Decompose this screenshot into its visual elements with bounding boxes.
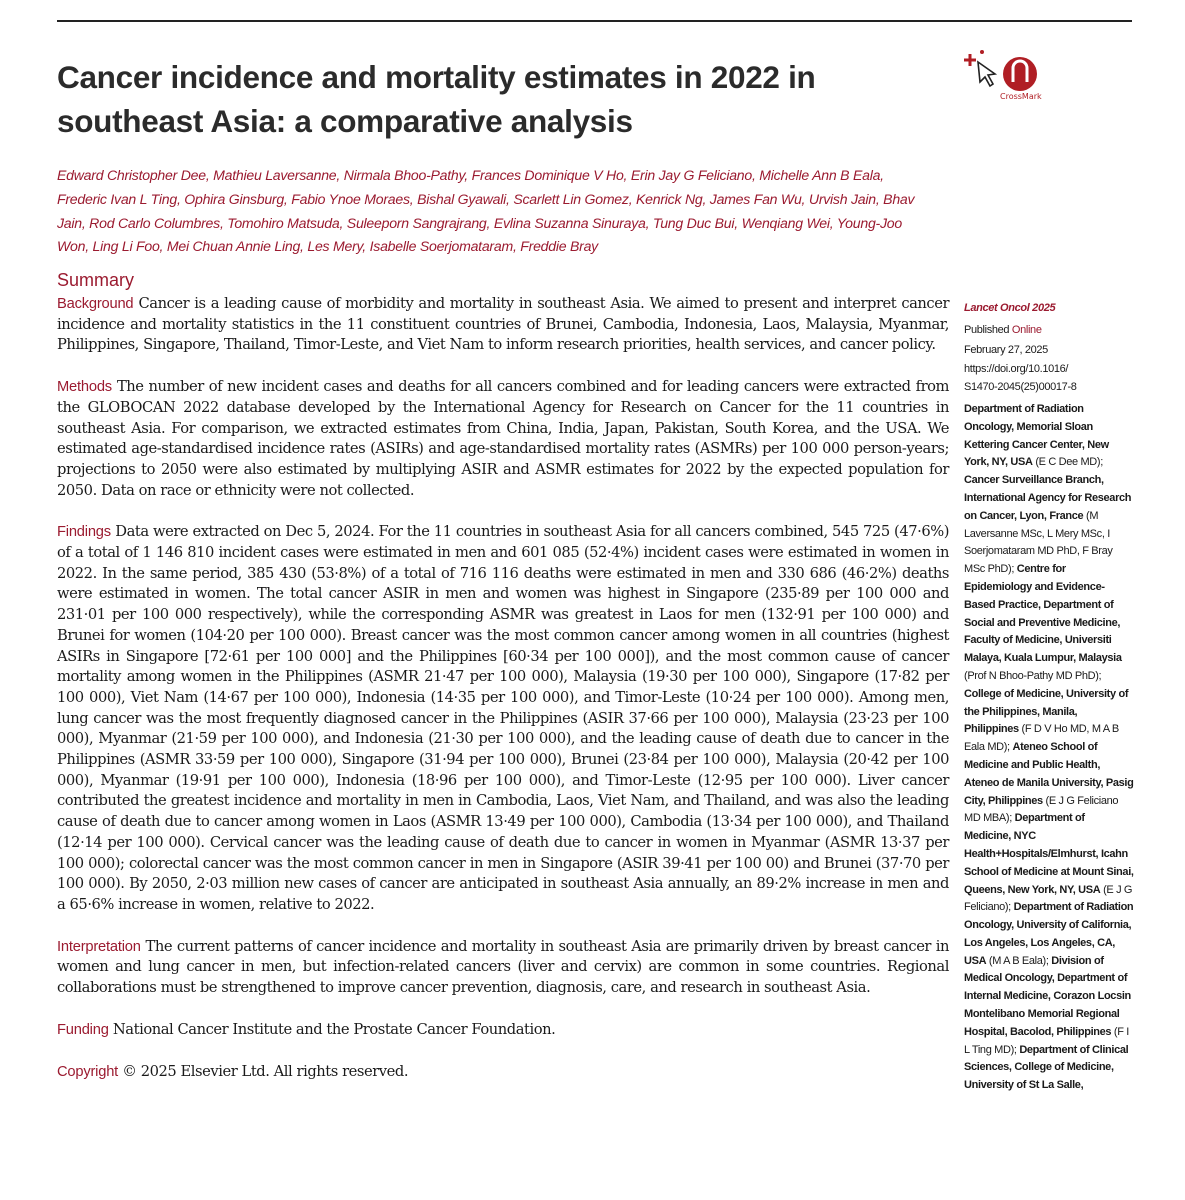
interpretation-label: Interpretation [57, 938, 141, 955]
copyright-text: © 2025 Elsevier Ltd. All rights reserved. [122, 1062, 409, 1080]
affiliation-name: Division of Medical Oncology, Department of Internal Medicine, Corazon Locsin Montelibano Memorial Regional Hospital, Bacolod, Philippines [964, 954, 1131, 1038]
methods-text: The number of new incident cases and deaths for all cancers combined and for leading cancers were extracted from the GLOBOCAN 2022 database developed by the International Agency for Research on Cancer for the 11 countries in southeast Asia. For comparison, we extracted estimates from China, India, Japan, Pakistan, South Korea, and the USA. We estimated age-standardised incidence rates (ASIRs) and age-standardised mortality rates (ASMRs) per 100 000 person-years; projections to 2050 were also estimated by multiplying ASIR and ASMR estimates for 2022 by the expected population for 2050. Data on race or ethnicity were not collected. [57, 378, 950, 499]
affiliation-people: (M Laversanne MSc, L Mery MSc, I Soerjomataram MD PhD, F Bray MSc PhD); [964, 509, 1113, 576]
funding-text: National Cancer Institute and the Prostate Cancer Foundation. [112, 1020, 556, 1038]
background-label: Background [57, 296, 134, 312]
published-online-label: Online [1011, 323, 1042, 336]
journal-citation: Lancet Oncol 2025 [964, 302, 1056, 314]
findings-label: Findings [57, 524, 111, 541]
affiliation-people: (F D V Ho MD, M A B Eala MD); [964, 723, 1119, 754]
top-rule [57, 20, 1132, 22]
affiliation-name: Department of Radiation Oncology, University of California, Los Angeles, Los Angeles, CA, USA [964, 901, 1134, 967]
crossmark-label[interactable]: CrossMark [1000, 92, 1042, 101]
published-online [964, 322, 1134, 340]
article-sidebar [964, 300, 1134, 1095]
affiliation-name: College of Medicine, University of the Philippines, Manila, Philippines [964, 687, 1129, 736]
affiliation-name: Centre for Epidemiology and Evidence-Based Practice, Department of Social and Preventive Medicine, Faculty of Medicine, Universiti Malaya, Kuala Lumpur, Malaysia [964, 563, 1122, 665]
copyright-label: Copyright [57, 1063, 119, 1080]
published-prefix: Published [964, 323, 1010, 336]
funding-section [57, 1020, 949, 1041]
affiliation-people: (E C Dee MD); [1035, 456, 1103, 469]
author-list: Edward Christopher Dee, Mathieu Laversanne, Nirmala Bhoo-Pathy, Frances Dominique V Ho, Erin Jay G Feliciano, Michelle Ann B Eala, Frederic Ivan L Ting, Ophira Ginsburg, Fabio Ynoe Moraes, Bishal Gyawali, Scarlett Lin Gomez, Kenrick Ng, James Fan Wu, Urvish Jain, Bhav Jain, Rod Carlo Columbres, Tomohiro Matsuda, Suleeporn Sangrajrang, Evlina Suzanna Sinuraya, Tung Duc Bui, Wenqiang Wei, Young-Joo Won, Ling Li Foo, Mei Chuan Annie Ling, Les Mery, Isabelle Soerjomataram, Freddie Bray [57, 167, 915, 255]
findings-section [57, 522, 949, 915]
doi-line-1[interactable]: https://doi.org/10.1016/ [964, 363, 1069, 376]
summary-heading: Summary [57, 270, 135, 290]
affiliations [964, 401, 1134, 1095]
interpretation-section [57, 937, 949, 999]
methods-label: Methods [57, 379, 112, 396]
doi-line-2[interactable]: S1470-2045(25)00017-8 [964, 381, 1077, 394]
copyright-section [57, 1062, 949, 1083]
affiliation-people: (E J G Feliciano); [964, 883, 1133, 914]
methods-section [57, 377, 949, 501]
affiliation-name: Department of Medicine, NYC Health+Hospitals/Elmhurst, Icahn School of Medicine at Mount Sinai, Queens, New York, NY, USA [964, 812, 1134, 896]
background-text: Cancer is a leading cause of morbidity and mortality in southeast Asia. We aimed to present and interpret cancer incidence and mortality statistics in the 11 constituent countries of Brunei, Cambodia, Indonesia, Laos, Malaysia, Myanmar, Philippines, Singapore, Thailand, Timor-Leste, and Viet Nam to inform research priorities, health services, and cancer policy. [57, 295, 950, 354]
affiliation-name: Ateneo School of Medicine and Public Health, Ateneo de Manila University, Pasig City, Philippines [964, 741, 1134, 807]
affiliation-people: (E J G Feliciano MD MBA); [964, 794, 1119, 825]
summary-body [57, 294, 949, 1103]
findings-text: Data were extracted on Dec 5, 2024. For the 11 countries in southeast Asia for all cancers combined, 545 725 (47·6%) of a total of 1 146 810 incident cases were estimated in men and 601 085 (52·4%) incident cases were estimated in women in 2022. In the same period, 385 430 (53·8%) of a total of 716 116 deaths were estimated in men and 330 686 (46·2%) deaths were estimated in women. The total cancer ASIR in men and women was highest in Singapore (235·89 per 100 000 and 231·01 per 100 000 respectively), while the corresponding ASMR was greatest in Laos for men (132·91 per 100 000) and Brunei for women (104·20 per 100 000). Breast cancer was the most common cancer among women in all countries (highest ASIRs in Singapore [72·61 per 100 000] and the Philippines [60·34 per 100 000]), and the most common cause of cancer mortality among women in the Philippines (ASMR 21·47 per 100 000), Malaysia (19·30 per 100 000), Singapore (17·82 per 100 000), Viet Nam (14·67 per 100 000), Indonesia (14·35 per 100 000), and Timor-Leste (10·24 per 100 000). Among men, lung cancer was the most frequently diagnosed cancer in the Philippines (ASIR 37·66 per 100 000), Malaysia (23·23 per 100 000), Myanmar (21·59 per 100 000), and Indonesia (21·30 per 100 000), and the leading cause of death due to cancer in the Philippines (ASMR 33·59 per 100 000), Singapore (31·94 per 100 000), Brunei (23·84 per 100 000), Malaysia (20·42 per 100 000), Myanmar (19·91 per 100 000), Indonesia (18·96 per 100 000), and Timor-Leste (12·95 per 100 000). Liver cancer contributed the greatest incidence and mortality in men in Cambodia, Laos, Viet Nam, and Thailand, and was also the leading cause of death due to cancer among women in Laos (ASMR 13·49 per 100 000), Cambodia (13·34 per 100 000), and Thailand (12·14 per 100 000). Cervical cancer was the leading cause of death due to cancer in women in Myanmar (ASMR 13·37 per 100 000); colorectal cancer was the most common cancer in men in Singapore (ASIR 39·41 per 100 00) and Brunei (37·70 per 100 000). By 2050, 2·03 million new cases of cancer are anticipated in southeast Asia annually, an 89·2% increase in men and a 65·6% increase in women, relative to 2022. [57, 523, 950, 913]
affiliation-people: (F I L Ting MD); [964, 1025, 1130, 1056]
affiliation-people: (Prof N Bhoo-Pathy MD PhD); [964, 669, 1102, 682]
published-date: February 27, 2025 [964, 343, 1048, 356]
affiliation-people: (M A B Eala); [988, 954, 1049, 967]
interpretation-text: The current patterns of cancer incidence and mortality in southeast Asia are primarily driven by breast cancer in women and lung cancer in men, but infection-related cancers (liver and cervix) are common in some countries. Regional collaborations must be strengthened to improve cancer prevention, diagnosis, care, and research in southeast Asia. [57, 937, 949, 997]
affiliation-name: Department of Clinical Sciences, College of Medicine, University of St La Salle, [964, 1043, 1129, 1092]
affiliation-name: Cancer Surveillance Branch, International Agency for Research on Cancer, Lyon, France [964, 474, 1132, 522]
affiliation-name: Department of Radiation Oncology, Memorial Sloan Kettering Cancer Center, New York, NY, USA [964, 402, 1109, 469]
background-section [57, 294, 949, 356]
article-title: Cancer incidence and mortality estimates in 2022 in southeast Asia: a comparative analysis [57, 59, 816, 139]
funding-label: Funding [57, 1021, 109, 1038]
